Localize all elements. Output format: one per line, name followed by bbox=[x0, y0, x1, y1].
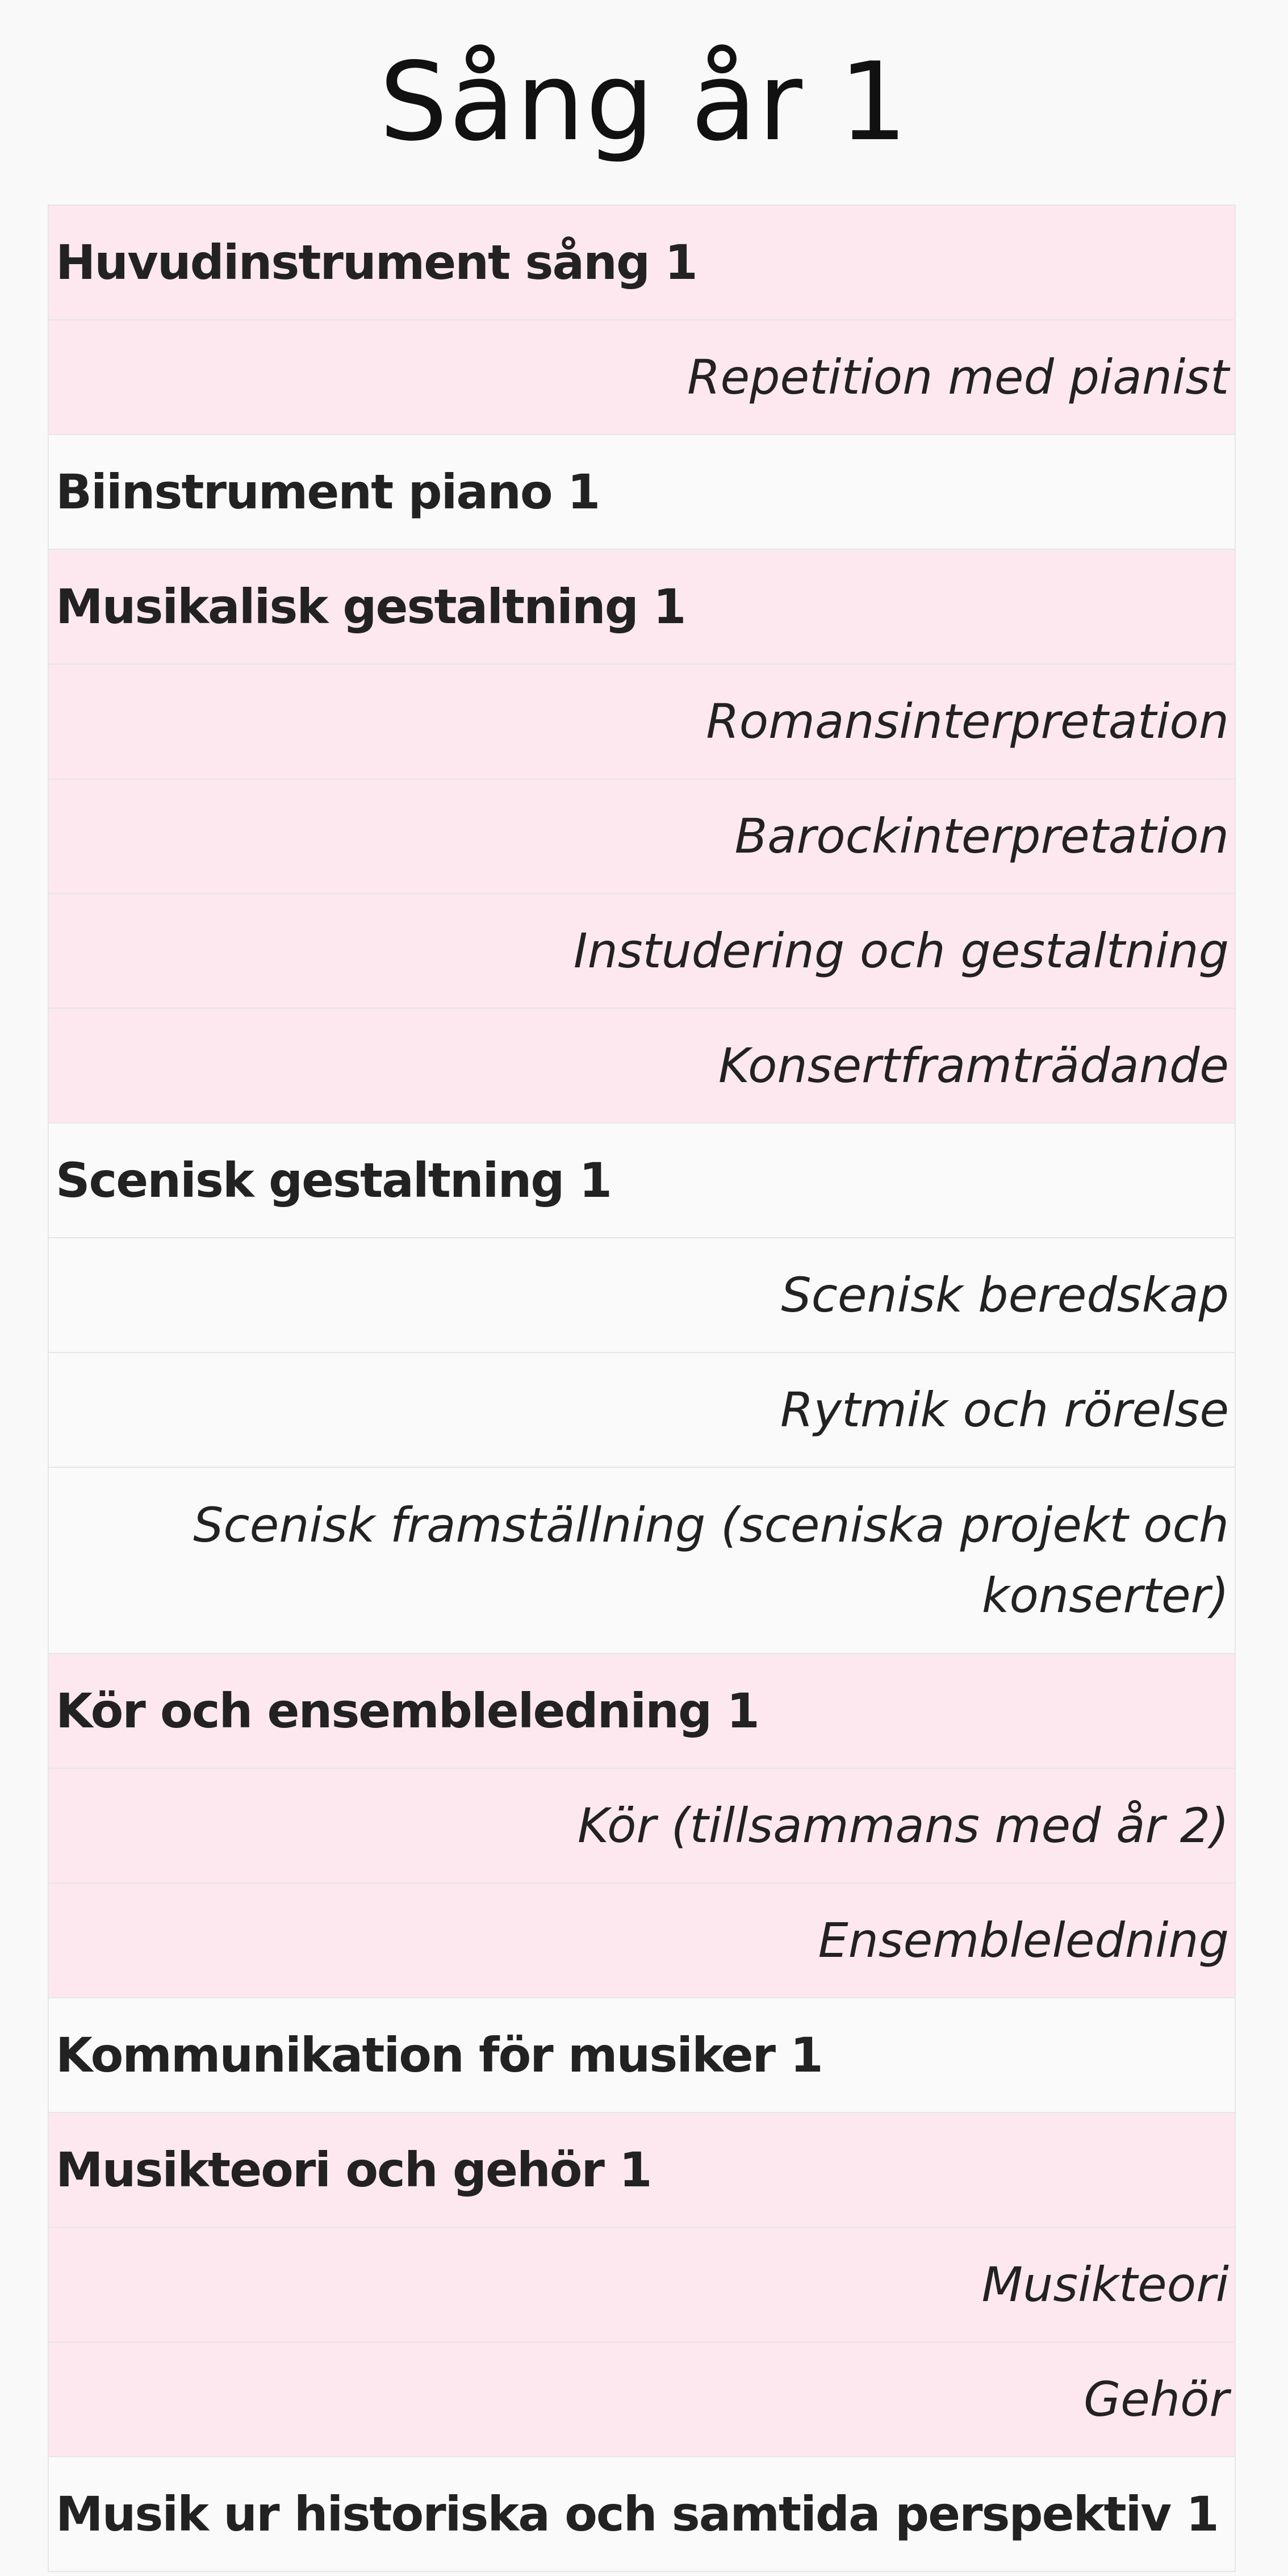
page-title: Sång år 1 bbox=[379, 39, 909, 165]
subcourse-row bbox=[49, 1884, 1235, 1998]
subcourse-label: Musikteori bbox=[981, 2257, 1229, 2312]
subcourse-row bbox=[49, 1769, 1235, 1884]
subcourse-row bbox=[49, 1009, 1235, 1124]
course-label: Kommunikation för musiker 1 bbox=[56, 2027, 822, 2083]
subcourse-row bbox=[49, 894, 1235, 1009]
subcourse-row bbox=[49, 779, 1235, 894]
subcourse-label: Ensembleledning bbox=[818, 1913, 1229, 1968]
course-row bbox=[49, 550, 1235, 665]
subcourse-label: Rytmik och rörelse bbox=[780, 1382, 1229, 1438]
subcourse-label: Romansinterpretation bbox=[706, 694, 1229, 749]
course-label: Musik ur historiska och samtida perspektiv 1 bbox=[56, 2486, 1218, 2542]
subcourse-label: Konsertframträdande bbox=[718, 1038, 1229, 1093]
course-label: Musikteori och gehör 1 bbox=[56, 2142, 651, 2198]
subcourse-row bbox=[49, 1468, 1235, 1654]
subcourse-label: Instudering och gestaltning bbox=[573, 923, 1229, 979]
course-row bbox=[49, 1124, 1235, 1238]
course-table bbox=[48, 204, 1236, 2572]
subcourse-row bbox=[49, 2228, 1235, 2343]
subcourse-row bbox=[49, 1353, 1235, 1468]
subcourse-row bbox=[49, 320, 1235, 435]
course-label: Biinstrument piano 1 bbox=[56, 464, 600, 520]
subcourse-label: Kör (tillsammans med år 2) bbox=[578, 1798, 1229, 1853]
course-label: Kör och ensembleledning 1 bbox=[56, 1683, 759, 1739]
course-row bbox=[49, 2457, 1235, 2572]
subcourse-label: Scenisk beredskap bbox=[781, 1267, 1229, 1323]
course-row bbox=[49, 435, 1235, 550]
course-row bbox=[49, 206, 1235, 320]
course-label: Huvudinstrument sång 1 bbox=[56, 235, 697, 290]
course-label: Musikalisk gestaltning 1 bbox=[56, 579, 685, 634]
subcourse-label: Repetition med pianist bbox=[687, 349, 1229, 405]
subcourse-row bbox=[49, 665, 1235, 779]
subcourse-label: Scenisk framställning (sceniska projekt och konserter) bbox=[193, 1497, 1229, 1623]
course-row bbox=[49, 2113, 1235, 2228]
subcourse-row bbox=[49, 2343, 1235, 2457]
subcourse-row bbox=[49, 1238, 1235, 1353]
course-row bbox=[49, 1998, 1235, 2113]
subcourse-label: Barockinterpretation bbox=[734, 808, 1229, 864]
course-row bbox=[49, 1654, 1235, 1769]
subcourse-label: Gehör bbox=[1084, 2372, 1229, 2427]
course-label: Scenisk gestaltning 1 bbox=[56, 1153, 612, 1208]
